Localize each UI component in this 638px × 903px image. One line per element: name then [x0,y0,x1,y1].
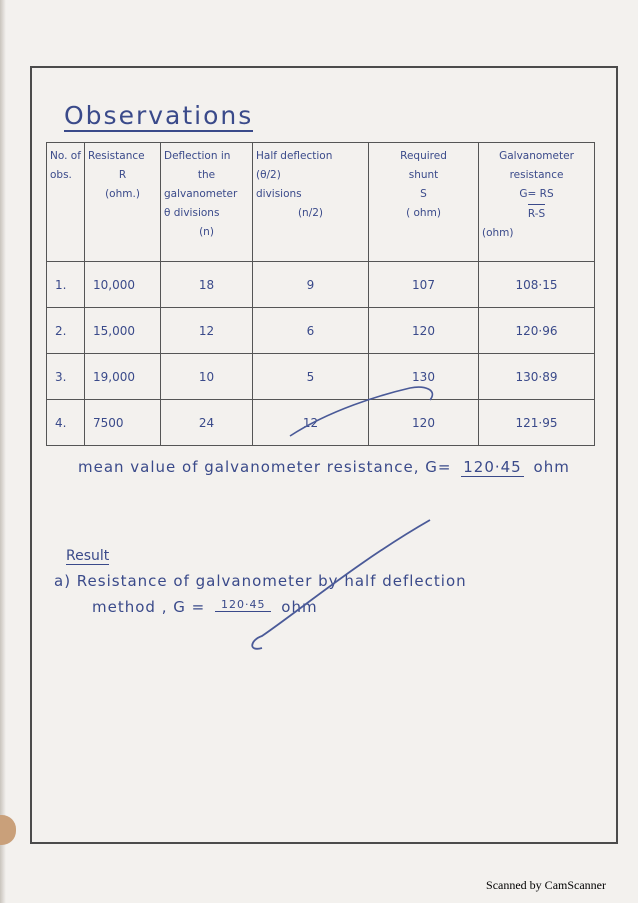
check-mark-result [252,520,430,649]
cell-galvanometer-resistance: 130·89 [479,354,595,400]
header-obs: No. of obs. [47,143,85,262]
cell-obs: 3. [47,354,85,400]
observations-heading: Observations [64,101,254,130]
mean-value: 120·45 [463,458,522,476]
camscanner-watermark: Scanned by CamScanner [486,878,606,892]
cell-half-deflection: 9 [253,262,369,308]
cell-shunt: 120 [369,400,479,446]
cell-deflection: 24 [161,400,253,446]
result-line-a: a) Resistance of galvanometer by half deflection [54,572,467,590]
cell-obs: 1. [47,262,85,308]
header-deflection: Deflection in the galvanometer θ divisions (n) [161,143,253,262]
cell-resistance: 7500 [85,400,161,446]
result-heading: Result [66,548,110,564]
cell-deflection: 10 [161,354,253,400]
header-galvanometer: Galvanometer resistance G= RS R-S (ohm) [479,143,595,262]
cell-half-deflection: 6 [253,308,369,354]
result-method-label: method , G = [92,598,206,616]
cell-shunt: 107 [369,262,479,308]
cell-resistance: 19,000 [85,354,161,400]
cell-half-deflection: 5 [253,354,369,400]
header-half-deflection: Half deflection (θ/2) divisions (n/2) [253,143,369,262]
cell-shunt: 120 [369,308,479,354]
cell-deflection: 12 [161,308,253,354]
cell-shunt: 130 [369,354,479,400]
result-unit: ohm [281,598,318,616]
mean-unit: ohm [533,458,570,476]
cell-galvanometer-resistance: 120·96 [479,308,595,354]
check-mark-table [290,387,432,436]
cell-obs: 2. [47,308,85,354]
header-resistance: Resistance R (ohm.) [85,143,161,262]
cell-half-deflection: 12 [253,400,369,446]
cell-deflection: 18 [161,262,253,308]
cell-galvanometer-resistance: 108·15 [479,262,595,308]
cell-galvanometer-resistance: 121·95 [479,400,595,446]
mean-label: mean value of galvanometer resistance, G= [78,458,452,476]
result-value: 120·45 [215,598,272,612]
header-shunt: Required shunt S ( ohm) [369,143,479,262]
cell-resistance: 15,000 [85,308,161,354]
cell-resistance: 10,000 [85,262,161,308]
cell-obs: 4. [47,400,85,446]
